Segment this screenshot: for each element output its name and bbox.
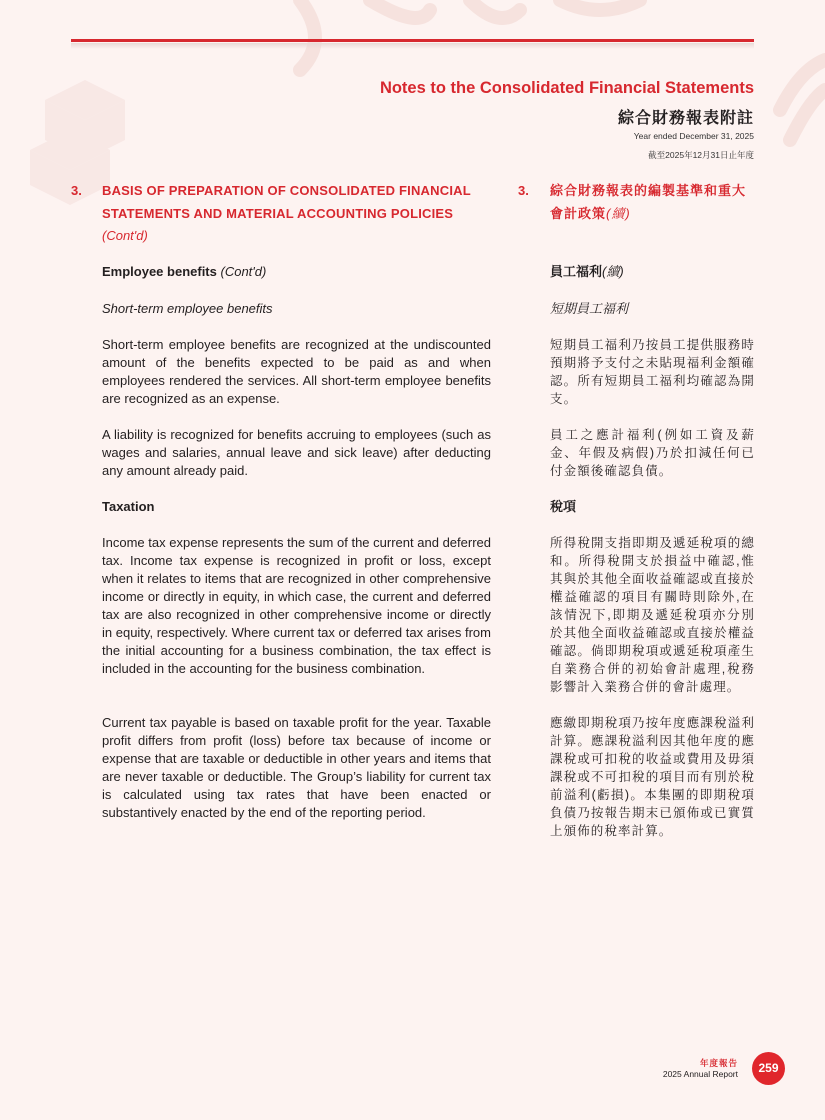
section-title-zh-line-1: 綜合財務報表的編製基準和重大 bbox=[550, 183, 747, 198]
income-tax-paragraph: Income tax expense represents the sum of the current and deferred tax. Income tax expense is recognized in profit or loss, except when it relates to items that are recognized in other comprehensive income or directly in equity, in which case, the current and deferred tax are also recognized in other comprehensive income or directly in equity, respectively. Where current tax or deferred tax arises from the initial accounting for a business combination, the tax effect is included in the accounting for the business combination. bbox=[102, 535, 491, 676]
section-title-line-1: BASIS OF PREPARATION OF CONSOLIDATED FINANCIAL bbox=[102, 183, 471, 198]
header-rule bbox=[71, 39, 754, 42]
liability-paragraph-zh: 員工之應計福利(例如工資及薪金、年假及病假)乃於扣減任何已付金額後確認負債。 bbox=[550, 428, 755, 478]
section-title bbox=[102, 180, 491, 248]
period-label: Year ended December 31, 2025 bbox=[633, 131, 754, 141]
employee-benefits-heading bbox=[102, 263, 491, 281]
section-title-zh-text: 會計政策 bbox=[550, 205, 607, 221]
section-title-zh bbox=[550, 180, 755, 225]
annual-report-label: 2025 Annual Report bbox=[662, 1069, 738, 1079]
short-term-benefits-paragraph: Short-term employee benefits are recognized at the undiscounted amount of the benefits expected to be paid as and when employees rendered the services. All short-term employee benefits are recognized as an expense. bbox=[102, 337, 491, 406]
section-number: 3. bbox=[71, 183, 82, 198]
annual-report-label-zh: 年度報告 bbox=[699, 1058, 738, 1068]
employee-benefits-contd-zh: (續) bbox=[602, 264, 624, 279]
section-contd-zh: (續) bbox=[606, 205, 631, 221]
taxation-heading-zh: 稅項 bbox=[550, 499, 577, 514]
current-tax-paragraph: Current tax payable is based on taxable profit for the year. Taxable profit differs from profit (loss) before tax because of income or expense that are taxable or deductible in other years and items that are never taxable or deductible. The Group’s liability for current tax is calculated using tax rates that have been enacted or substantively enacted by the end of the reporting period. bbox=[102, 715, 491, 820]
period-label-zh: 截至2025年12月31日止年度 bbox=[648, 150, 754, 160]
header-rule-shadow bbox=[71, 43, 754, 49]
employee-benefits-heading-zh bbox=[550, 263, 755, 281]
section-title-line-2: STATEMENTS AND MATERIAL ACCOUNTING POLICIES bbox=[102, 205, 454, 221]
page-title: Notes to the Consolidated Financial Statements bbox=[379, 79, 754, 97]
section-contd: (Cont'd) bbox=[102, 228, 148, 243]
employee-benefits-heading-zh-text: 員工福利 bbox=[550, 264, 603, 279]
employee-benefits-contd: (Cont'd) bbox=[220, 264, 267, 279]
taxation-heading: Taxation bbox=[102, 499, 155, 514]
page-title-zh: 綜合財務報表附註 bbox=[617, 110, 754, 127]
employee-benefits-heading-text: Employee benefits bbox=[102, 264, 217, 279]
income-tax-paragraph-zh: 所得稅開支指即期及遞延稅項的總和。所得稅開支於損益中確認,惟其與於其他全面收益確認或直接於權益確認的項目有關時則除外,在該情況下,即期及遞延稅項亦分別於其他全面收益確認或直接於權益確認。倘即期稅項或遞延稅項產生自業務合併的初始會計處理,稅務影響計入業務合併的會計處理。 bbox=[550, 536, 755, 694]
short-term-benefits-heading-zh: 短期員工福利 bbox=[550, 301, 629, 316]
current-tax-paragraph-zh: 應繳即期稅項乃按年度應課稅溢利計算。應課稅溢利因其他年度的應課稅或可扣稅的收益或費用及毋須課稅或不可扣稅的項目而有別於稅前溢利(虧損)。本集團的即期稅項負債乃按報告期末已頒佈或已實質上頒佈的稅率計算。 bbox=[550, 716, 755, 838]
section-number-zh: 3. bbox=[518, 183, 529, 198]
short-term-benefits-paragraph-zh: 短期員工福利乃按員工提供服務時預期將予支付之未貼現福利金額確認。所有短期員工福利均確認為開支。 bbox=[550, 338, 755, 406]
liability-paragraph: A liability is recognized for benefits accruing to employees (such as wages and salaries, annual leave and sick leave) after deducting any amount already paid. bbox=[102, 427, 491, 478]
section-title-zh-line-2 bbox=[550, 203, 755, 226]
short-term-benefits-heading: Short-term employee benefits bbox=[102, 301, 273, 316]
page-number: 259 bbox=[752, 1052, 785, 1085]
